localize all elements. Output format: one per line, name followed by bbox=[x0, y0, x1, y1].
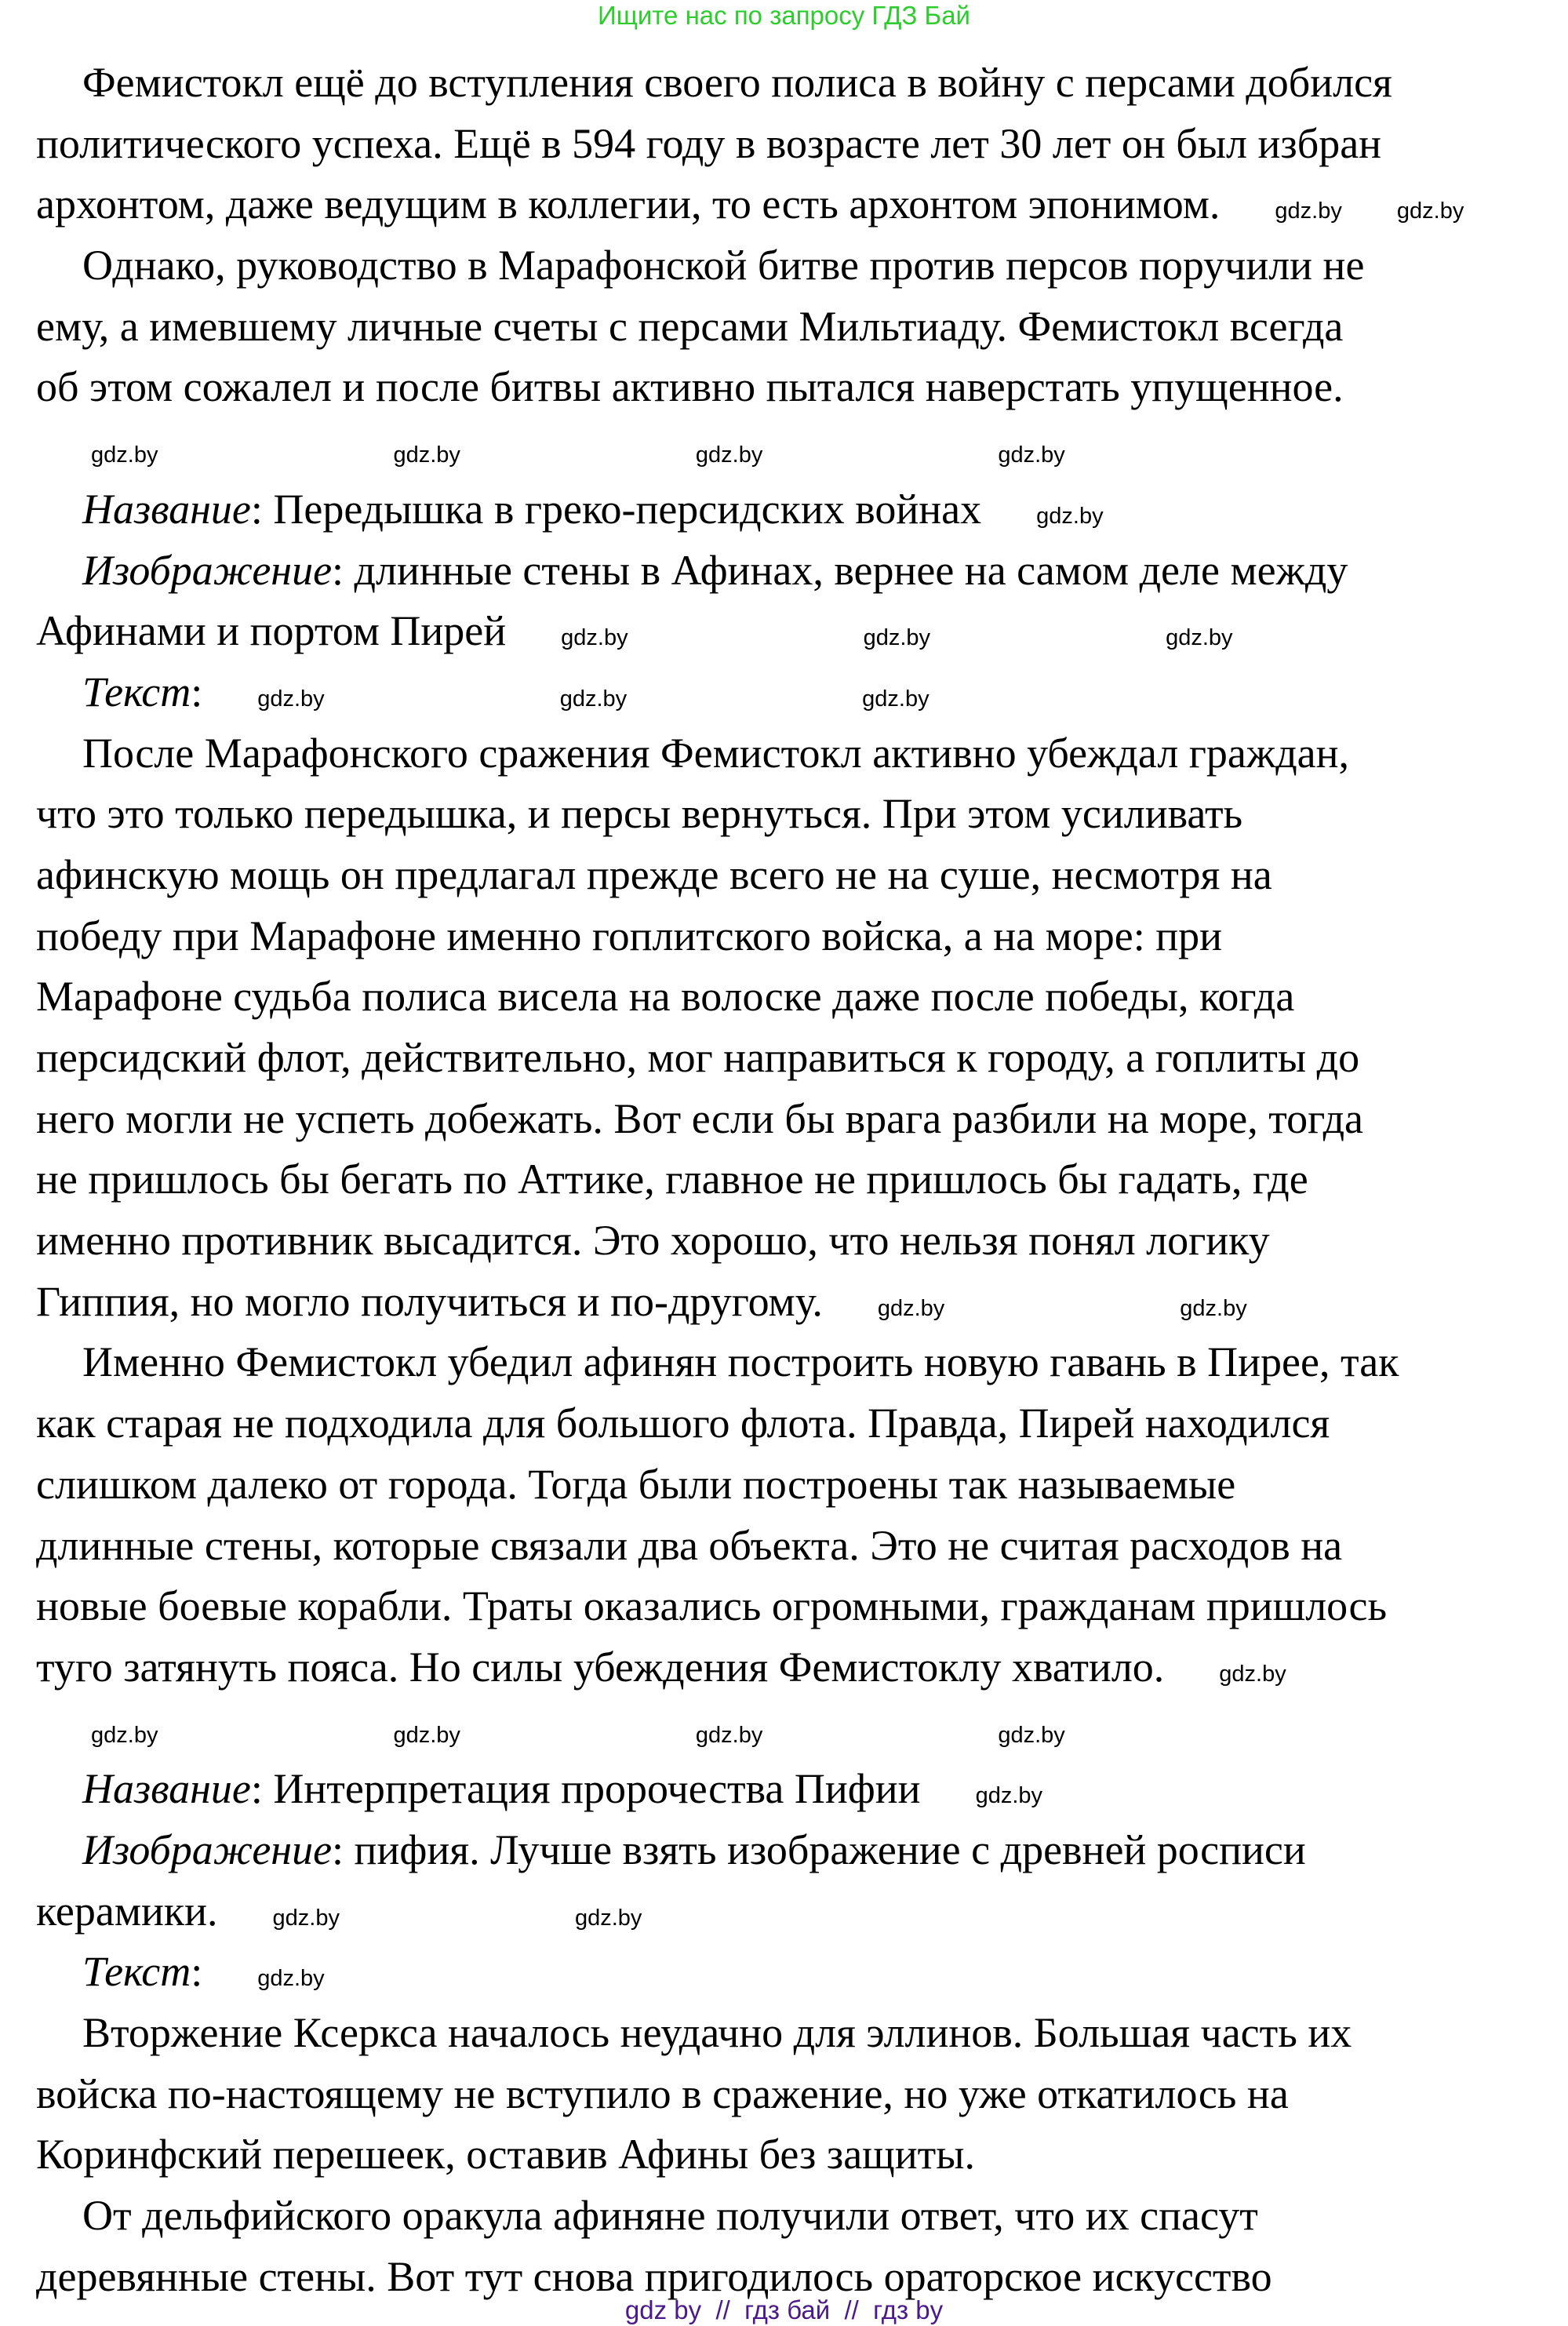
text-line: войска по-настоящему не вступило в сражение, но уже откатилось на bbox=[36, 2069, 1289, 2117]
watermark: gdz.by bbox=[91, 1722, 158, 1748]
watermark: gdz.by bbox=[1396, 198, 1464, 224]
text-line: слишком далеко от города. Тогда были построены так называемые bbox=[36, 1460, 1236, 1508]
watermark: gdz.by bbox=[1219, 1661, 1286, 1687]
text-line: Вторжение Ксеркса началось неудачно для эллинов. Большая часть их bbox=[82, 2009, 1352, 2056]
watermark: gdz.by bbox=[393, 1722, 460, 1748]
watermark: gdz.by bbox=[1036, 503, 1104, 529]
blank-line bbox=[36, 418, 1558, 479]
text-colon: : bbox=[191, 668, 203, 715]
section-title bbox=[36, 479, 1558, 541]
text-line: не пришлось бы бегать по Аттике, главное не пришлось бы гадать, где bbox=[36, 1156, 1308, 1203]
watermark: gdz.by bbox=[272, 1905, 340, 1931]
text-line: длинные стены, которые связали два объекта. Это не считая расходов на bbox=[36, 1521, 1343, 1569]
watermark: gdz.by bbox=[877, 1295, 945, 1321]
watermark: gdz.by bbox=[695, 1722, 763, 1748]
image-text: : пифия. Лучше взять изображение с древней росписи bbox=[332, 1825, 1306, 1873]
text-line: именно противник высадится. Это хорошо, что нельзя понял логику bbox=[36, 1217, 1270, 1265]
text-colon: : bbox=[191, 1948, 203, 1996]
text-line-row bbox=[36, 174, 1558, 235]
watermark: gdz.by bbox=[998, 1722, 1065, 1748]
watermark: gdz.by bbox=[1166, 625, 1233, 651]
image-label: Изображение bbox=[82, 546, 333, 594]
watermark: gdz.by bbox=[1275, 198, 1342, 224]
watermark: gdz.by bbox=[1180, 1295, 1247, 1321]
watermark: gdz.by bbox=[695, 442, 763, 468]
image-text: : длинные стены в Афинах, вернее на самом деле между bbox=[332, 546, 1348, 594]
text-line: политического успеха. Ещё в 594 году в возрасте лет 30 лет он был избран bbox=[36, 119, 1382, 167]
section-text-label bbox=[36, 1942, 1558, 2003]
text-line: победу при Марафоне именно гоплитского войска, а на море: при bbox=[36, 912, 1223, 959]
search-banner[interactable]: Ищите нас по запросу ГДЗ Бай bbox=[598, 1, 970, 30]
watermark: gdz.by bbox=[393, 442, 460, 468]
text-line: что это только передышка, и персы вернуться. При этом усиливать bbox=[36, 790, 1243, 838]
text-line: Фемистокл ещё до вступления своего полиса в войну с персами добился bbox=[82, 59, 1392, 106]
text-line: Однако, руководство в Марафонской битве против персов поручили не bbox=[82, 242, 1365, 289]
text-line: Именно Фемистокл убедил афинян построить новую гавань в Пирее, так bbox=[82, 1338, 1399, 1386]
text-line: керамики. bbox=[36, 1887, 218, 1935]
blank-line bbox=[36, 1698, 1558, 1760]
image-label: Изображение bbox=[82, 1825, 333, 1873]
title-text: : Передышка в греко-персидских войнах bbox=[250, 485, 982, 533]
document-body bbox=[36, 53, 1558, 2307]
watermark: gdz.by bbox=[91, 442, 158, 468]
text-line: Афинами и портом Пирей bbox=[36, 607, 507, 655]
text-line: После Марафонского сражения Фемистокл активно убеждал граждан, bbox=[82, 729, 1350, 777]
watermark: gdz.by bbox=[257, 686, 325, 712]
watermark: gdz.by bbox=[257, 1966, 325, 1992]
watermark: gdz.by bbox=[863, 625, 931, 651]
text-line: об этом сожалел и после битвы активно пытался наверстать упущенное. bbox=[36, 363, 1344, 411]
text-line: деревянные стены. Вот тут снова пригодилось ораторское искусство bbox=[36, 2252, 1272, 2300]
watermark: gdz.by bbox=[561, 625, 628, 651]
watermark: gdz.by bbox=[998, 442, 1065, 468]
section-image bbox=[36, 541, 1558, 602]
text-line: персидский флот, действительно, мог направиться к городу, а гоплиты до bbox=[36, 1034, 1360, 1081]
text-line-row bbox=[36, 1272, 1558, 1333]
text-line: Гиппия, но могло получиться и по-другому. bbox=[36, 1277, 823, 1325]
text-line-row bbox=[36, 1637, 1558, 1698]
text-line: туго затянуть пояса. Но силы убеждения Фемистоклу хватило. bbox=[36, 1643, 1165, 1691]
text-line: афинскую мощь он предлагал прежде всего не на суше, несмотря на bbox=[36, 850, 1272, 898]
watermark: gdz.by bbox=[574, 1905, 642, 1931]
text-label: Текст bbox=[82, 1948, 191, 1996]
text-line: архонтом, даже ведущим в коллегии, то есть архонтом эпонимом. bbox=[36, 180, 1221, 228]
text-line-row bbox=[36, 1881, 1558, 1942]
title-label: Название bbox=[82, 1765, 251, 1813]
text-line: новые боевые корабли. Траты оказались огромными, гражданам пришлось bbox=[36, 1582, 1388, 1630]
text-line: как старая не подходила для большого флота. Правда, Пирей находился bbox=[36, 1400, 1330, 1447]
watermark: gdz.by bbox=[975, 1783, 1043, 1809]
text-line-row bbox=[36, 601, 1558, 662]
title-label: Название bbox=[82, 485, 251, 533]
footer-links[interactable]: gdz by // гдз бай // гдз by bbox=[624, 2295, 944, 2324]
text-line: Коринфский перешеек, оставив Афины без защиты. bbox=[36, 2131, 976, 2179]
title-text: : Интерпретация пророчества Пифии bbox=[250, 1765, 921, 1813]
section-image bbox=[36, 1820, 1558, 1881]
section-title bbox=[36, 1759, 1558, 1820]
watermark: gdz.by bbox=[559, 686, 628, 712]
text-line: ему, а имевшему личные счеты с персами Мильтиаду. Фемистокл всегда bbox=[36, 302, 1344, 350]
text-line: От дельфийского оракула афиняне получили ответ, что их спасут bbox=[82, 2192, 1258, 2240]
watermark: gdz.by bbox=[862, 686, 930, 712]
section-text-label bbox=[36, 662, 1558, 723]
text-line: него могли не успеть добежать. Вот если бы врага разбили на море, тогда bbox=[36, 1094, 1364, 1142]
text-label: Текст bbox=[82, 668, 191, 715]
text-line: Марафоне судьба полиса висела на волоске даже после победы, когда bbox=[36, 973, 1295, 1021]
